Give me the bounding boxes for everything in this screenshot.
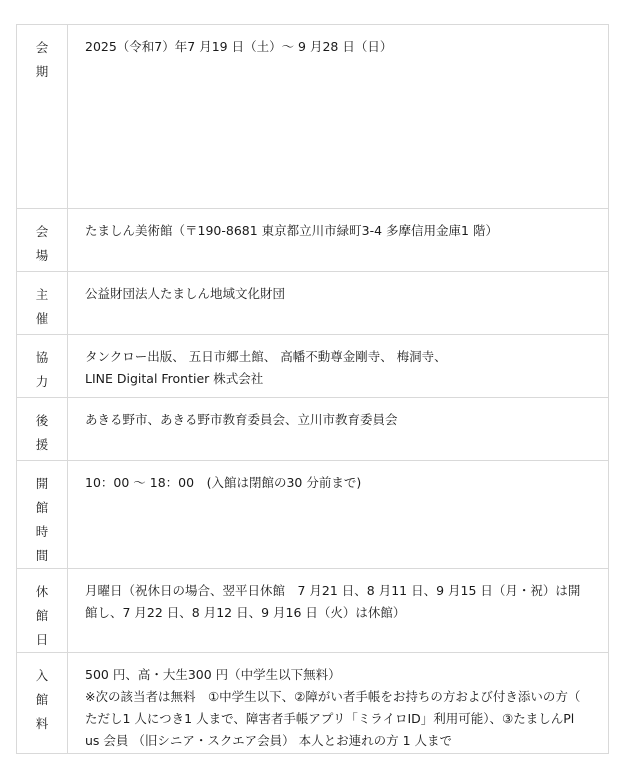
row-label-char: 開 xyxy=(35,476,49,491)
row-label-char: 館 xyxy=(35,608,49,623)
row-label-char: 協 xyxy=(35,350,49,365)
row-label-char: 館 xyxy=(35,500,49,515)
info-row-organizer xyxy=(17,272,609,335)
row-value-line: 10：00 〜 18：00 (入館は閉館の30 分前まで) xyxy=(85,475,362,490)
info-row-support xyxy=(17,398,609,461)
row-label-char: 期 xyxy=(35,64,49,79)
row-label xyxy=(17,653,68,754)
row-label-char: 館 xyxy=(35,692,49,707)
row-value-line: 2025（令和7）年7 月19 日（土）〜 9 月28 日（日） xyxy=(85,39,393,54)
row-label-char: 場 xyxy=(35,248,49,263)
row-label-char: 料 xyxy=(35,716,49,731)
info-row-cooperation xyxy=(17,335,609,398)
row-label-char: 入 xyxy=(35,668,49,683)
row-label xyxy=(17,209,68,272)
row-value xyxy=(68,335,609,398)
row-label-char: 力 xyxy=(35,374,49,389)
row-label-char: 催 xyxy=(35,311,49,326)
row-value-line: 館し、7 月22 日、8 月12 日、9 月16 日（火）は休館） xyxy=(85,605,406,620)
row-label-char: 休 xyxy=(35,584,49,599)
row-label xyxy=(17,569,68,653)
row-label-char: 援 xyxy=(35,437,49,452)
row-value-line: LINE Digital Frontier 株式会社 xyxy=(85,371,264,386)
info-row-period xyxy=(17,25,609,209)
row-label xyxy=(17,335,68,398)
row-value-line: あきる野市、あきる野市教育委員会、立川市教育委員会 xyxy=(85,412,398,427)
row-value xyxy=(68,569,609,653)
row-label xyxy=(17,398,68,461)
exhibition-info-table xyxy=(16,24,609,754)
row-label-char: 主 xyxy=(35,287,49,302)
row-label-char: 間 xyxy=(35,548,49,563)
row-value-line: 500 円、高・大生300 円（中学生以下無料） xyxy=(85,667,341,682)
row-value-line: us 会員 （旧シニア・スクエア会員） 本人とお連れの方 1 人まで xyxy=(85,733,453,748)
info-row-venue xyxy=(17,209,609,272)
row-label-char: 時 xyxy=(35,524,49,539)
row-value xyxy=(68,25,609,209)
row-value xyxy=(68,461,609,569)
row-value xyxy=(68,272,609,335)
row-label-char: 会 xyxy=(35,40,49,55)
row-value xyxy=(68,653,609,754)
row-value-line: タンクロー出版、 五日市郷土館、 高幡不動尊金剛寺、 梅洞寺、 xyxy=(85,349,447,364)
row-label xyxy=(17,25,68,209)
row-value-line: 公益財団法人たましん地域文化財団 xyxy=(85,286,286,301)
row-value xyxy=(68,209,609,272)
row-label xyxy=(17,461,68,569)
row-label-char: 後 xyxy=(35,413,49,428)
row-value-line: ※次の該当者は無料 ①中学生以下、②障がい者手帳をお持ちの方および付き添いの方（ xyxy=(85,689,581,704)
row-label-char: 日 xyxy=(35,632,49,647)
row-value-line: 月曜日（祝休日の場合、翌平日休館 7 月21 日、8 月11 日、9 月15 日（月・祝）は開 xyxy=(85,583,581,598)
info-row-hours xyxy=(17,461,609,569)
info-row-closed xyxy=(17,569,609,653)
info-row-admission xyxy=(17,653,609,754)
row-value-line: たましん美術館（〒190-8681 東京都立川市緑町3-4 多摩信用金庫1 階） xyxy=(85,223,498,238)
row-label xyxy=(17,272,68,335)
row-label-char: 会 xyxy=(35,224,49,239)
row-value xyxy=(68,398,609,461)
row-value-line: ただし1 人につき1 人まで、障害者手帳アプリ「ミライロID」利用可能）、③たましんPl xyxy=(85,711,575,726)
